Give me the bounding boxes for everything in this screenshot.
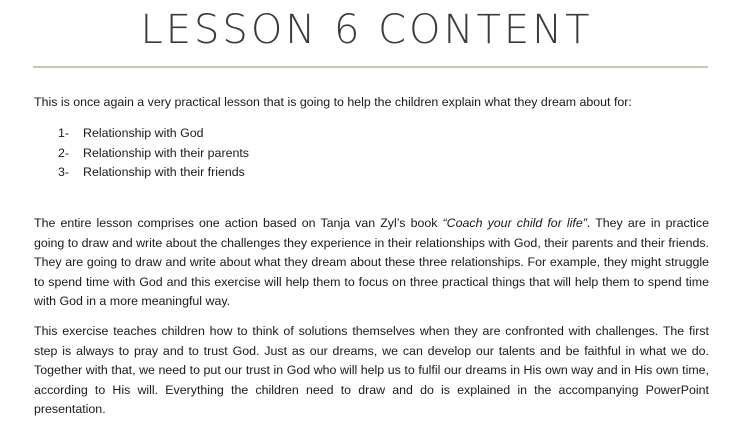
- list-item-number: 1-: [58, 126, 70, 140]
- list-item: [58, 124, 249, 144]
- list-item: [58, 144, 249, 164]
- paragraph-text: [34, 214, 709, 312]
- intro-paragraph: This is once again a very practical lesson that is going to help the children explain what they dream about for:: [34, 95, 632, 109]
- paragraph-text-end: . They are in practice going to draw and write about the challenges they experience in their relationships with God, their parents and their friends. They are going to draw and write about what they dream about these three relationships. For example, they might struggle to spend time with God and this exercise will help them to focus on three practical things that will help them to spend time with God in a more meaningful way.: [34, 216, 709, 309]
- list-item-text: Relationship with God: [83, 126, 204, 140]
- title-divider: [33, 66, 708, 68]
- page-title: LESSON 6 CONTENT: [140, 7, 593, 53]
- relationship-list: [58, 124, 249, 183]
- list-item-text: Relationship with their friends: [83, 165, 245, 180]
- list-item-number: 3-: [58, 165, 70, 180]
- list-item: [58, 163, 249, 183]
- list-item-text: Relationship with their parents: [83, 145, 249, 160]
- paragraph-text: This exercise teaches children how to think of solutions themselves when they are confronted with challenges. The first step is always to pray and to trust God. Just as our dreams, we can develop our talents and be faithful in what we do. Together with that, we need to put our trust in God who will help us to fulfil our dreams in His own way and in His own time, according to His will. Everything the children need to draw and do is explained in the accompanying PowerPoint presentation.: [34, 324, 709, 417]
- body-paragraph-1: [34, 214, 709, 312]
- paragraph-text-start: The entire lesson comprises one action based on Tanja van Zyl’s book: [34, 216, 443, 230]
- body-paragraph-2: [34, 322, 709, 420]
- book-title: “Coach your child for life”: [442, 216, 587, 230]
- list-item-number: 2-: [58, 145, 70, 160]
